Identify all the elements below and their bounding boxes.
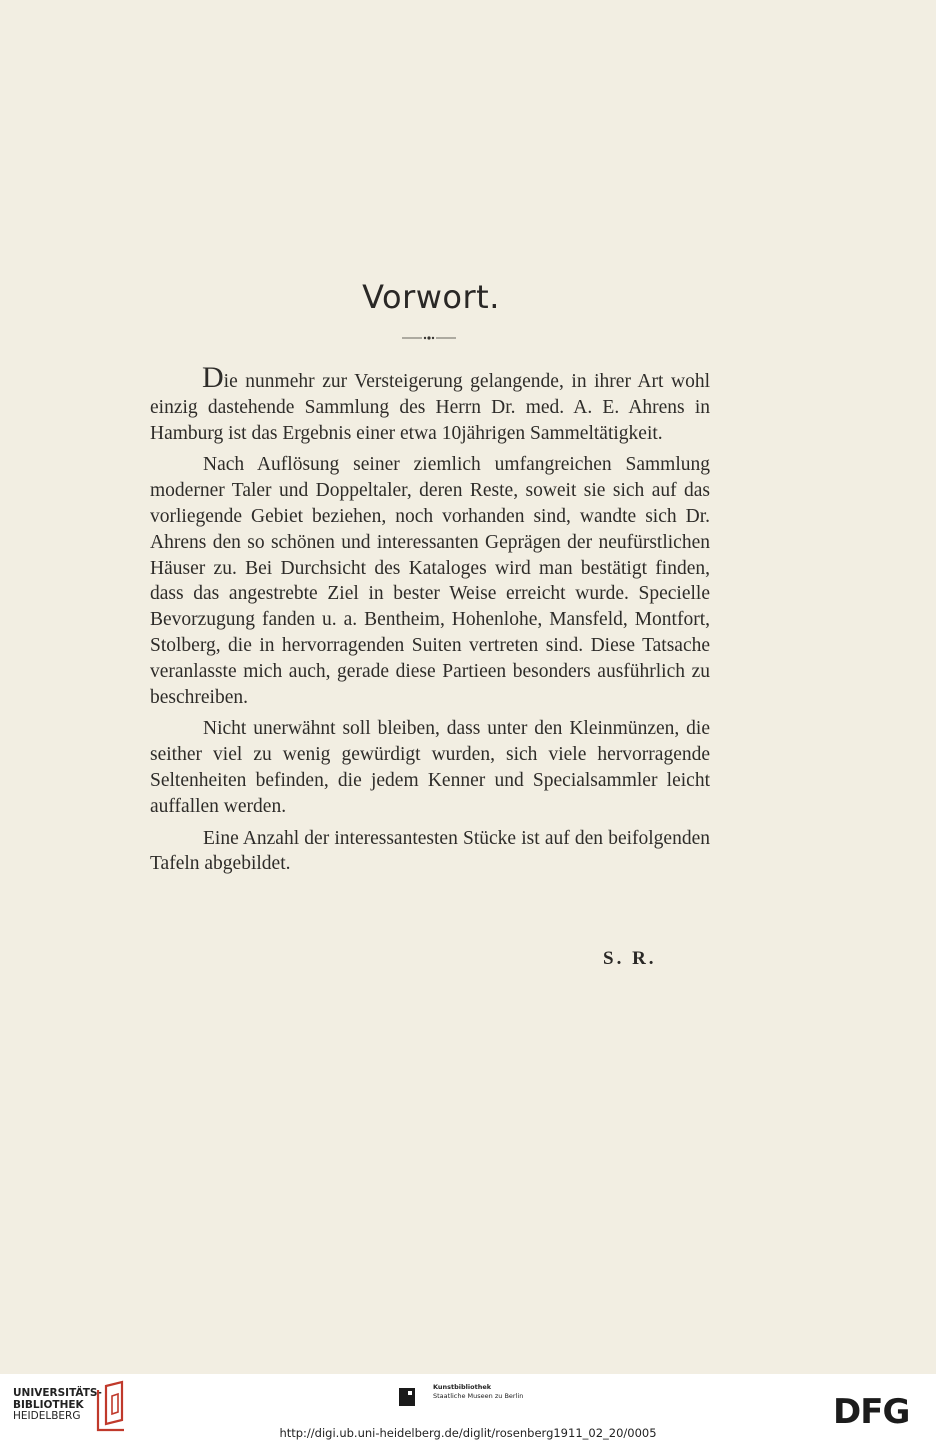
ub-line-1: UNIVERSITÄTS- — [13, 1387, 102, 1399]
kunstbibliothek-text[interactable] — [433, 1383, 523, 1401]
paragraph-4: Eine Anzahl der interessantesten Stücke ist auf den beifolgenden Tafeln abgebildet. — [150, 827, 710, 875]
kunstbibliothek-logo-icon — [399, 1388, 415, 1406]
footer-bar — [0, 1374, 936, 1441]
ub-heidelberg-mark-icon — [94, 1380, 128, 1432]
page-title: Vorwort. — [362, 278, 500, 316]
ub-line-3: HEIDELBERG — [13, 1410, 81, 1422]
foreword-body — [150, 361, 710, 883]
drop-cap: D — [202, 361, 224, 394]
ub-line-2: BIBLIOTHEK — [13, 1398, 84, 1411]
ub-heidelberg-logo-text[interactable] — [13, 1388, 102, 1423]
permalink-url[interactable]: http://digi.ub.uni-heidelberg.de/diglit/rosenberg1911_02_20/0005 — [279, 1426, 657, 1440]
paragraph-1 — [150, 361, 710, 446]
signature-initials: S. R. — [603, 948, 657, 969]
paragraph-1-text: ie nunmehr zur Versteigerung gelangende, in ihrer Art wohl einzig dastehende Sammlung des Herrn Dr. med. A. E. Ahrens in Hamburg ist das Ergebnis einer etwa 10jährigen Sammeltätigkeit. — [150, 371, 710, 444]
kb-line-2: Staatliche Museen zu Berlin — [433, 1392, 524, 1400]
kb-line-1: Kunstbibliothek — [433, 1383, 492, 1391]
paragraph-2: Nach Auflösung seiner ziemlich umfangreichen Sammlung moderner Taler und Doppeltaler, deren Reste, soweit sie sich auf das vorliegende Gebiet beziehen, noch vorhanden sind, wandte sich Dr. Ahrens den so schönen und interessanten Geprägen der neufürstlichen Häuser zu. Bei Durchsicht des Kataloges wird man bestätigt finden, dass das angestrebte Ziel in bester Weise erreicht wurde. Specielle Bevorzugung fanden u. a. Bentheim, Hohenlohe, Mansfeld, Montfort, Stolberg, die in hervorragenden Suiten vertreten sind. Diese Tatsache veranlasste mich auch, gerade diese Partieen besonders ausführlich zu beschreiben. — [150, 454, 710, 708]
title-ornament — [402, 336, 456, 340]
paragraph-3: Nicht unerwähnt soll bleiben, dass unter den Kleinmünzen, die seither viel zu wenig gewürdigt wurden, sich viele hervorragende Seltenheiten befinden, die jedem Kenner und Specialsammler leicht auffallen werden. — [150, 718, 710, 817]
dfg-logo[interactable]: DFG — [833, 1392, 910, 1432]
